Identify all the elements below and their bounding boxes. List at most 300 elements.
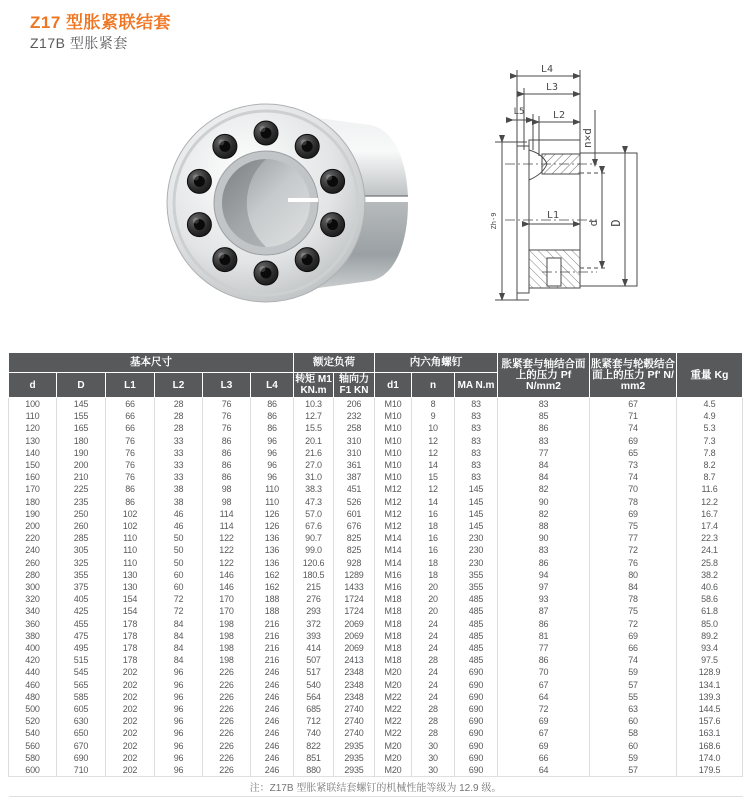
table-cell: 2413 <box>334 654 375 666</box>
table-cell: 76 <box>203 410 251 422</box>
table-cell: 230 <box>455 544 498 556</box>
table-row <box>9 532 743 544</box>
table-cell: 16 <box>412 508 455 520</box>
table-cell: 690 <box>455 752 498 764</box>
table-cell: 60 <box>155 569 203 581</box>
table-cell: 198 <box>203 654 251 666</box>
table-cell: 146 <box>203 569 251 581</box>
table-cell: 202 <box>106 703 155 715</box>
table-cell: 130 <box>9 435 57 447</box>
table-cell: 420 <box>9 654 57 666</box>
table-cell: 96 <box>155 727 203 739</box>
table-cell: M20 <box>375 764 412 777</box>
col-header-axial-force: 轴向力 F1 KN <box>334 373 375 398</box>
table-cell: 825 <box>334 532 375 544</box>
table-cell: 83 <box>498 435 590 447</box>
table-cell: 690 <box>455 679 498 691</box>
table-cell: 74 <box>590 654 677 666</box>
table-cell: M18 <box>375 605 412 617</box>
table-cell: 216 <box>251 630 294 642</box>
table-cell: 122 <box>203 532 251 544</box>
table-cell: 198 <box>203 642 251 654</box>
table-cell: 69 <box>498 740 590 752</box>
table-row <box>9 557 743 569</box>
col-header-L2: L2 <box>155 373 203 398</box>
table-row <box>9 666 743 678</box>
table-cell: 210 <box>57 471 106 483</box>
table-cell: M22 <box>375 727 412 739</box>
table-cell: 515 <box>57 654 106 666</box>
table-cell: 165 <box>57 422 106 434</box>
table-cell: 178 <box>106 654 155 666</box>
table-cell: 540 <box>9 727 57 739</box>
dim-label-l5: L5 <box>513 107 525 117</box>
table-cell: 154 <box>106 605 155 617</box>
table-cell: 690 <box>455 715 498 727</box>
table-cell: 460 <box>9 679 57 691</box>
table-cell: 540 <box>294 679 334 691</box>
table-cell: 600 <box>9 764 57 777</box>
table-cell: 75 <box>590 605 677 617</box>
table-cell: 9 <box>412 410 455 422</box>
table-cell: 5.3 <box>677 422 743 434</box>
table-cell: 24 <box>412 679 455 691</box>
table-cell: 38 <box>155 496 203 508</box>
table-cell: 38 <box>155 483 203 495</box>
table-cell: 495 <box>57 642 106 654</box>
table-cell: 67 <box>498 679 590 691</box>
table-cell: 202 <box>106 715 155 727</box>
table-cell: 10 <box>412 422 455 434</box>
dim-label-l2: L2 <box>552 110 566 121</box>
table-cell: 90.7 <box>294 532 334 544</box>
table-cell: 2348 <box>334 679 375 691</box>
table-cell: M10 <box>375 422 412 434</box>
table-cell: 12 <box>412 447 455 459</box>
table-cell: 387 <box>334 471 375 483</box>
table-cell: 20 <box>412 593 455 605</box>
table-cell: 2935 <box>334 764 375 777</box>
table-cell: M12 <box>375 483 412 495</box>
table-cell: 230 <box>455 532 498 544</box>
table-cell: 86 <box>498 557 590 569</box>
dim-label-l1: L1 <box>546 210 560 221</box>
table-row <box>9 471 743 483</box>
table-row <box>9 593 743 605</box>
table-cell: 226 <box>203 740 251 752</box>
table-cell: M22 <box>375 715 412 727</box>
table-cell: 226 <box>203 666 251 678</box>
col-header-d1: d1 <box>375 373 412 398</box>
table-cell: M20 <box>375 752 412 764</box>
table-cell: 485 <box>455 654 498 666</box>
table-cell: 2935 <box>334 752 375 764</box>
table-cell: 232 <box>334 410 375 422</box>
table-cell: 507 <box>294 654 334 666</box>
table-cell: 825 <box>334 544 375 556</box>
table-cell: 85 <box>498 410 590 422</box>
table-cell: 440 <box>9 666 57 678</box>
table-cell: 7.3 <box>677 435 743 447</box>
table-cell: 77 <box>498 642 590 654</box>
col-group-rated-load: 额定负荷 <box>294 353 375 373</box>
table-cell: 150 <box>9 459 57 471</box>
table-cell: 74 <box>590 471 677 483</box>
table-cell: 86 <box>203 471 251 483</box>
table-cell: 188 <box>251 605 294 617</box>
table-cell: 78 <box>590 593 677 605</box>
col-header-pressure-shaft: 胀紧套与轴结合面 上的压力 Pf N/mm2 <box>498 353 590 398</box>
table-cell: M14 <box>375 544 412 556</box>
col-header-d: d <box>9 373 57 398</box>
table-cell: 73 <box>590 459 677 471</box>
table-cell: 98 <box>203 496 251 508</box>
table-cell: 375 <box>57 581 106 593</box>
table-cell: 82 <box>498 483 590 495</box>
table-cell: 38.3 <box>294 483 334 495</box>
table-cell: 140 <box>9 447 57 459</box>
table-cell: 16.7 <box>677 508 743 520</box>
table-cell: 246 <box>251 715 294 727</box>
table-cell: 162 <box>251 569 294 581</box>
table-cell: 560 <box>9 740 57 752</box>
table-cell: 20 <box>412 581 455 593</box>
table-cell: 57 <box>590 679 677 691</box>
table-cell: 86 <box>498 422 590 434</box>
table-cell: 178 <box>106 618 155 630</box>
table-cell: 110 <box>106 557 155 569</box>
table-cell: 180 <box>57 435 106 447</box>
table-cell: M10 <box>375 471 412 483</box>
table-cell: 96 <box>251 447 294 459</box>
table-cell: 94 <box>498 569 590 581</box>
table-cell: 100 <box>9 398 57 411</box>
table-cell: 14 <box>412 459 455 471</box>
table-cell: 310 <box>334 447 375 459</box>
table-cell: 28 <box>412 703 455 715</box>
table-cell: 17.4 <box>677 520 743 532</box>
table-cell: 226 <box>203 752 251 764</box>
table-cell: 170 <box>9 483 57 495</box>
table-row <box>9 569 743 581</box>
table-cell: 96 <box>251 435 294 447</box>
table-cell: 564 <box>294 691 334 703</box>
table-cell: 198 <box>203 630 251 642</box>
product-photo <box>148 85 438 325</box>
table-cell: 246 <box>251 703 294 715</box>
table-cell: 90 <box>498 496 590 508</box>
table-cell: 285 <box>57 532 106 544</box>
table-cell: 75 <box>590 520 677 532</box>
table-cell: 96 <box>251 471 294 483</box>
product-photo-image <box>148 85 438 325</box>
table-cell: 202 <box>106 679 155 691</box>
table-row <box>9 447 743 459</box>
table-cell: 485 <box>455 618 498 630</box>
table-cell: 225 <box>57 483 106 495</box>
table-cell: 76 <box>590 557 677 569</box>
table-cell: 76 <box>203 422 251 434</box>
table-cell: 81 <box>498 630 590 642</box>
table-cell: 99.0 <box>294 544 334 556</box>
table-cell: 96 <box>155 666 203 678</box>
table-cell: 63 <box>590 703 677 715</box>
table-cell: 76 <box>106 459 155 471</box>
table-cell: 670 <box>57 740 106 752</box>
col-header-MA: MA N.m <box>455 373 498 398</box>
table-cell: 24 <box>412 630 455 642</box>
page-title: Z17 型胀紧联结套 <box>30 13 172 32</box>
col-header-torque: 转矩 M1 KN.m <box>295 374 332 396</box>
table-cell: 157.6 <box>677 715 743 727</box>
table-cell: M12 <box>375 496 412 508</box>
table-cell: M18 <box>375 630 412 642</box>
table-cell: 96 <box>155 679 203 691</box>
table-cell: 97.5 <box>677 654 743 666</box>
table-cell: 96 <box>155 752 203 764</box>
table-cell: 246 <box>251 727 294 739</box>
table-cell: 28 <box>412 654 455 666</box>
table-cell: 400 <box>9 642 57 654</box>
table-cell: 605 <box>57 703 106 715</box>
table-cell: 485 <box>455 642 498 654</box>
table-cell: 226 <box>203 715 251 727</box>
table-cell: 76 <box>203 398 251 411</box>
table-cell: 67.6 <box>294 520 334 532</box>
table-cell: 96 <box>155 691 203 703</box>
table-cell: 710 <box>57 764 106 777</box>
table-cell: M22 <box>375 691 412 703</box>
table-cell: 690 <box>455 727 498 739</box>
table-cell: 144.5 <box>677 703 743 715</box>
table-cell: 69 <box>590 435 677 447</box>
table-cell: 526 <box>334 496 375 508</box>
table-cell: 77 <box>590 532 677 544</box>
table-cell: 83 <box>498 398 590 411</box>
table-cell: 28 <box>412 715 455 727</box>
table-cell: 59 <box>590 666 677 678</box>
dim-label-l3: L3 <box>545 82 559 93</box>
table-cell: 72 <box>155 605 203 617</box>
table-cell: 96 <box>155 764 203 777</box>
spec-table <box>8 352 743 797</box>
table-cell: 300 <box>9 581 57 593</box>
spec-table-header <box>9 353 743 398</box>
table-cell: 96 <box>155 703 203 715</box>
table-cell: 66 <box>106 398 155 411</box>
table-cell: 67 <box>590 398 677 411</box>
table-cell: M10 <box>375 459 412 471</box>
table-cell: 485 <box>455 605 498 617</box>
table-cell: 84 <box>155 630 203 642</box>
table-cell: 86 <box>106 483 155 495</box>
table-cell: 20 <box>412 605 455 617</box>
table-cell: 1724 <box>334 605 375 617</box>
table-row <box>9 703 743 715</box>
table-cell: M20 <box>375 666 412 678</box>
table-cell: 8.7 <box>677 471 743 483</box>
table-cell: 1724 <box>334 593 375 605</box>
table-cell: 206 <box>334 398 375 411</box>
table-cell: 25.8 <box>677 557 743 569</box>
table-cell: 360 <box>9 618 57 630</box>
table-cell: 8 <box>412 398 455 411</box>
table-row <box>9 654 743 666</box>
table-cell: 83 <box>455 410 498 422</box>
table-cell: 30 <box>412 740 455 752</box>
table-cell: 500 <box>9 703 57 715</box>
table-cell: 18 <box>412 569 455 581</box>
table-cell: 33 <box>155 471 203 483</box>
table-cell: 66 <box>106 410 155 422</box>
table-cell: 33 <box>155 447 203 459</box>
table-cell: 66 <box>590 642 677 654</box>
table-cell: 712 <box>294 715 334 727</box>
table-cell: 134.1 <box>677 679 743 691</box>
table-cell: 28 <box>155 422 203 434</box>
table-row <box>9 715 743 727</box>
table-cell: 650 <box>57 727 106 739</box>
table-cell: 145 <box>57 398 106 411</box>
table-cell: 110 <box>251 483 294 495</box>
table-cell: 24 <box>412 618 455 630</box>
table-cell: 246 <box>251 691 294 703</box>
table-cell: 120 <box>9 422 57 434</box>
table-cell: 220 <box>9 532 57 544</box>
table-row <box>9 752 743 764</box>
table-cell: 136 <box>251 557 294 569</box>
table-cell: 86 <box>498 654 590 666</box>
table-cell: 202 <box>106 691 155 703</box>
table-cell: 24 <box>412 666 455 678</box>
table-cell: 20.1 <box>294 435 334 447</box>
table-row <box>9 764 743 777</box>
table-cell: 485 <box>455 630 498 642</box>
table-cell: 246 <box>251 666 294 678</box>
table-cell: 258 <box>334 422 375 434</box>
table-cell: 325 <box>57 557 106 569</box>
table-cell: 320 <box>9 593 57 605</box>
table-cell: 246 <box>251 740 294 752</box>
table-cell: 40.6 <box>677 581 743 593</box>
table-cell: 690 <box>455 740 498 752</box>
table-cell: 310 <box>334 435 375 447</box>
table-cell: 84 <box>498 459 590 471</box>
table-cell: 58.6 <box>677 593 743 605</box>
table-cell: 226 <box>203 691 251 703</box>
table-cell: 260 <box>9 557 57 569</box>
table-cell: 30 <box>412 764 455 777</box>
table-cell: 372 <box>294 618 334 630</box>
table-cell: 200 <box>57 459 106 471</box>
table-row <box>9 508 743 520</box>
table-cell: 70 <box>498 666 590 678</box>
table-cell: 72 <box>590 618 677 630</box>
table-cell: 102 <box>106 520 155 532</box>
table-cell: 50 <box>155 532 203 544</box>
table-cell: M10 <box>375 410 412 422</box>
page-subtitle: Z17B 型胀紧套 <box>30 35 128 51</box>
table-cell: 690 <box>455 764 498 777</box>
table-cell: 86 <box>203 435 251 447</box>
table-cell: 250 <box>57 508 106 520</box>
table-cell: 7.8 <box>677 447 743 459</box>
table-cell: M18 <box>375 593 412 605</box>
table-cell: 86 <box>203 447 251 459</box>
table-cell: 65 <box>590 447 677 459</box>
table-cell: 86 <box>498 618 590 630</box>
table-cell: 355 <box>57 569 106 581</box>
table-cell: 355 <box>455 581 498 593</box>
table-cell: 202 <box>106 740 155 752</box>
table-cell: M18 <box>375 618 412 630</box>
table-cell: M10 <box>375 398 412 411</box>
table-cell: 168.6 <box>677 740 743 752</box>
table-cell: 475 <box>57 630 106 642</box>
table-cell: 178 <box>106 630 155 642</box>
table-cell: 96 <box>155 740 203 752</box>
table-cell: 57.0 <box>294 508 334 520</box>
table-row <box>9 691 743 703</box>
table-cell: 93.4 <box>677 642 743 654</box>
table-cell: 57 <box>590 764 677 777</box>
dim-label-D: D <box>609 219 623 227</box>
table-cell: 110 <box>9 410 57 422</box>
table-cell: M22 <box>375 703 412 715</box>
table-cell: 276 <box>294 593 334 605</box>
table-cell: 2069 <box>334 642 375 654</box>
table-cell: 58 <box>590 727 677 739</box>
table-cell: 188 <box>251 593 294 605</box>
table-cell: 86 <box>251 398 294 411</box>
table-cell: 585 <box>57 691 106 703</box>
table-cell: 8.2 <box>677 459 743 471</box>
table-cell: 76 <box>106 435 155 447</box>
table-cell: 136 <box>251 532 294 544</box>
table-row <box>9 520 743 532</box>
table-cell: 60 <box>155 581 203 593</box>
table-cell: 96 <box>251 459 294 471</box>
dim-label-d: d <box>587 219 600 227</box>
table-cell: 145 <box>455 496 498 508</box>
table-cell: 30 <box>412 752 455 764</box>
table-cell: 280 <box>9 569 57 581</box>
table-cell: 485 <box>455 593 498 605</box>
table-cell: 198 <box>203 618 251 630</box>
table-cell: 145 <box>455 508 498 520</box>
table-cell: 393 <box>294 630 334 642</box>
table-cell: 690 <box>57 752 106 764</box>
table-cell: 851 <box>294 752 334 764</box>
table-cell: M12 <box>375 508 412 520</box>
table-row <box>9 581 743 593</box>
table-cell: 72 <box>155 593 203 605</box>
table-cell: 93 <box>498 593 590 605</box>
table-cell: 122 <box>203 544 251 556</box>
table-cell: 928 <box>334 557 375 569</box>
table-row <box>9 483 743 495</box>
table-cell: M12 <box>375 520 412 532</box>
table-row <box>9 398 743 411</box>
table-cell: M16 <box>375 569 412 581</box>
table-cell: 72 <box>498 703 590 715</box>
table-cell: 85.0 <box>677 618 743 630</box>
table-cell: 76 <box>106 447 155 459</box>
table-cell: 96 <box>155 715 203 727</box>
table-row <box>9 435 743 447</box>
spec-table-body <box>9 398 743 777</box>
table-cell: 2740 <box>334 715 375 727</box>
